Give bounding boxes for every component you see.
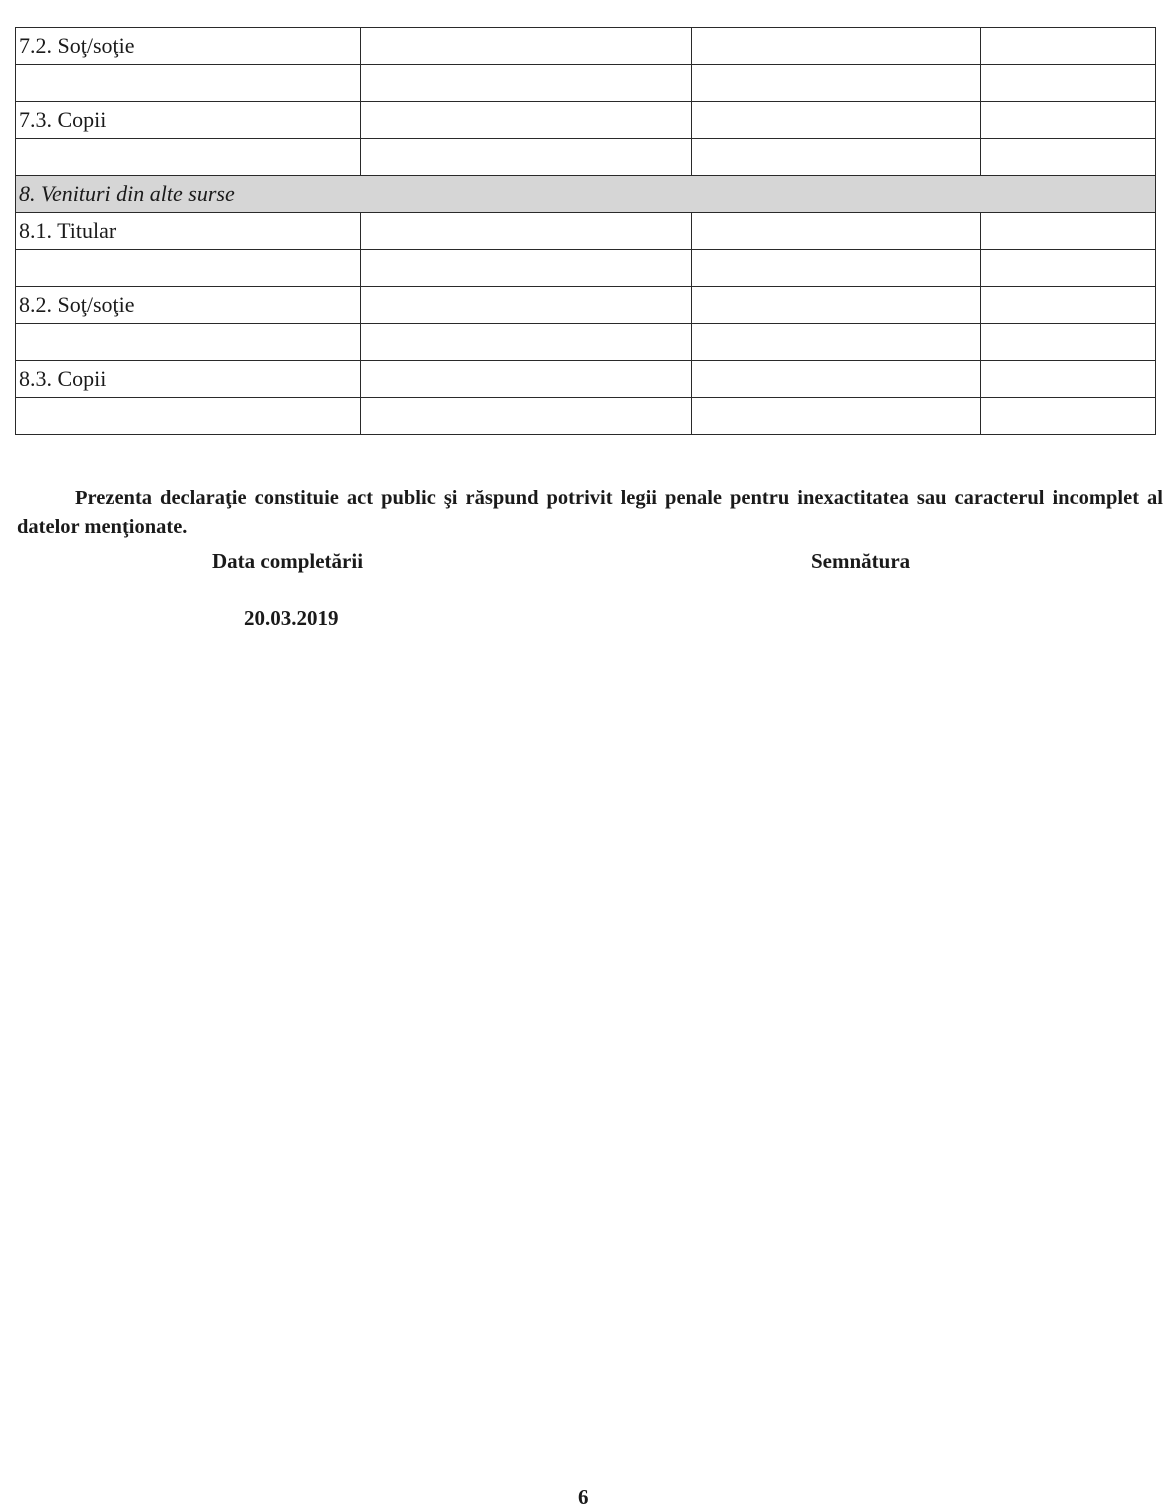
table-cell [361, 398, 692, 435]
table-cell [361, 65, 692, 102]
table-row [16, 361, 1156, 398]
table-cell [981, 139, 1156, 176]
row-label [16, 65, 361, 102]
table-cell [361, 250, 692, 287]
table-cell [692, 102, 981, 139]
row-label: 8.2. Soţ/soţie [16, 287, 361, 324]
row-label [16, 398, 361, 435]
table-cell [361, 213, 692, 250]
table-cell [981, 213, 1156, 250]
table-row [16, 139, 1156, 176]
table-cell [981, 324, 1156, 361]
row-label: 8.1. Titular [16, 213, 361, 250]
table-cell [692, 287, 981, 324]
table-cell [981, 398, 1156, 435]
section-header-row [16, 176, 1156, 213]
table-cell [361, 287, 692, 324]
table-cell [692, 65, 981, 102]
table-cell [981, 102, 1156, 139]
table-row [16, 213, 1156, 250]
page-number: 6 [578, 1485, 589, 1509]
table-cell [692, 361, 981, 398]
table-row [16, 28, 1156, 65]
section-header: 8. Venituri din alte surse [16, 176, 1156, 213]
table-cell [692, 250, 981, 287]
row-label [16, 139, 361, 176]
row-label: 7.2. Soţ/soţie [16, 28, 361, 65]
table-row [16, 250, 1156, 287]
table-cell [981, 361, 1156, 398]
table-cell [692, 324, 981, 361]
table-cell [692, 398, 981, 435]
table-cell [692, 28, 981, 65]
completion-date-label: Data completării [212, 549, 364, 573]
table-row [16, 65, 1156, 102]
declaration-statement: Prezenta declaraţie constituie act public şi răspund potrivit legii penale pentru inexactitatea sau caracterul incomplet al datelor menţionate. [17, 486, 1163, 538]
table-cell [981, 250, 1156, 287]
table-row [16, 324, 1156, 361]
table-cell [361, 324, 692, 361]
table-cell [981, 65, 1156, 102]
table-row [16, 102, 1156, 139]
table-cell [692, 213, 981, 250]
row-label: 8.3. Copii [16, 361, 361, 398]
table-cell [361, 361, 692, 398]
table-row [16, 398, 1156, 435]
table-row [16, 287, 1156, 324]
signature-label: Semnătura [811, 549, 911, 573]
row-label [16, 250, 361, 287]
table-cell [981, 287, 1156, 324]
table-cell [361, 28, 692, 65]
income-table [15, 27, 1156, 435]
completion-date-value: 20.03.2019 [244, 606, 339, 630]
table-cell [361, 102, 692, 139]
table-cell [692, 139, 981, 176]
row-label [16, 324, 361, 361]
table-cell [361, 139, 692, 176]
table-cell [981, 28, 1156, 65]
row-label: 7.3. Copii [16, 102, 361, 139]
